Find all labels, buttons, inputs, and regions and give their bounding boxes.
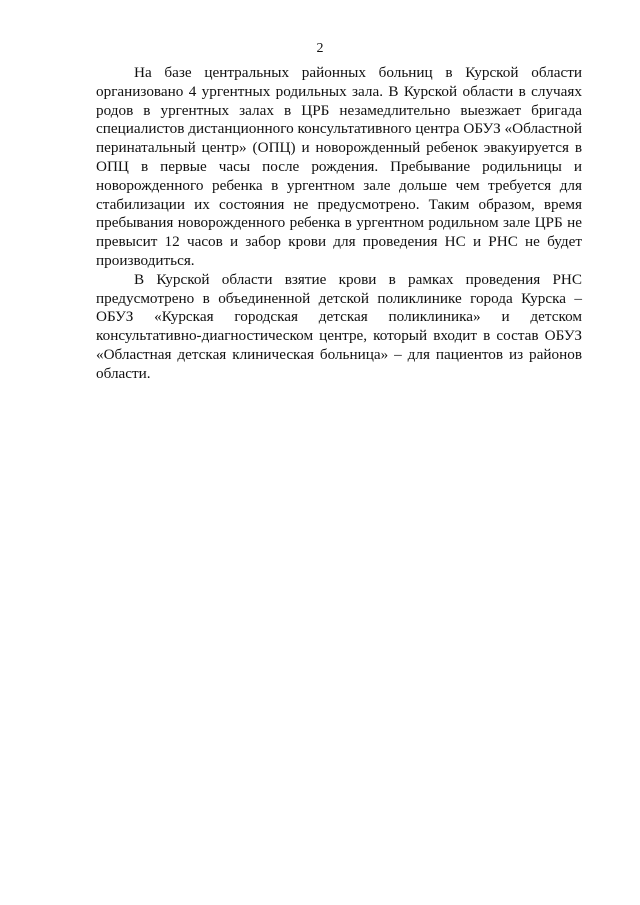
page-number: 2 <box>316 41 324 56</box>
paragraph-urgent-delivery-rooms: На базе центральных районных больниц в Курской области организовано 4 ургентных родильных зала. В Курской области в случаях родов в ургентных залах в ЦРБ незамедлительно выезжает бригада специалистов дистанционного консультативного центра ОБУЗ «Областной перинатальный центр» (ОПЦ) и новорожденный ребенок эвакуируется в ОПЦ в первые часы после рождения. Пребывание родильницы и новорожденного ребенка в ургентном зале дольше чем требуется для стабилизации их состояния не предусмотрено. Таким образом, время пребывания новорожденного ребенка в ургентном родильном зале ЦРБ не превысит 12 часов и забор крови для проведения НС и РНС не будет производиться. <box>96 64 582 269</box>
document-body <box>96 64 582 384</box>
paragraph-blood-sampling: В Курской области взятие крови в рамках проведения РНС предусмотрено в объединенной детской поликлинике города Курска – ОБУЗ «Курская городская детская поликлиника» и детском консультативно-диагностическом центре, который входит в состав ОБУЗ «Областная детская клиническая больница» – для пациентов из районов области. <box>96 270 582 382</box>
